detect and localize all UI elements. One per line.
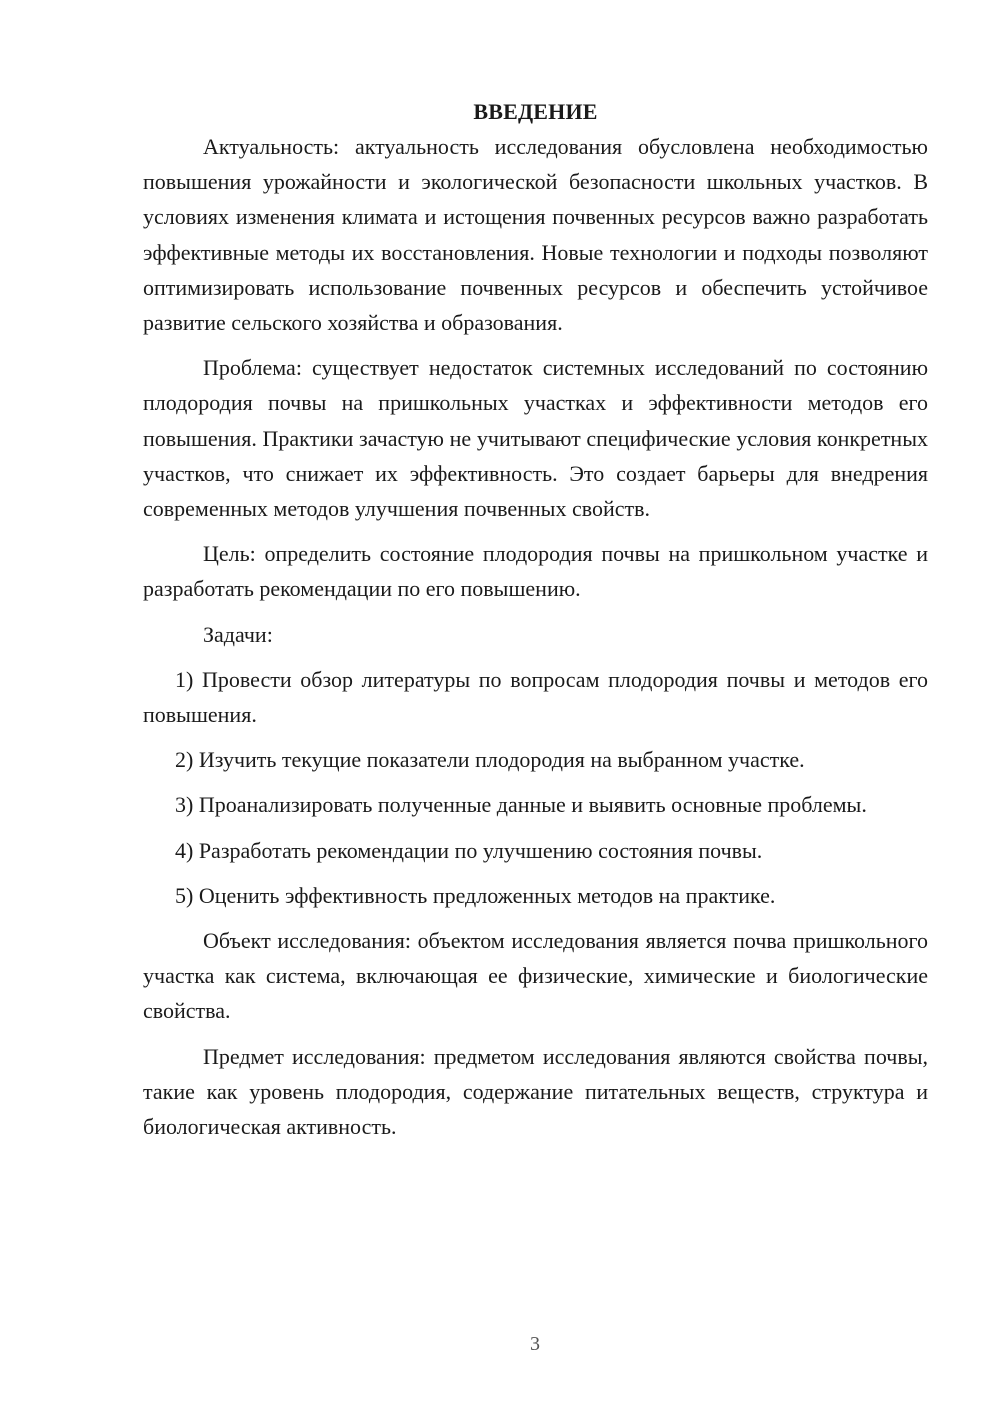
subject-paragraph: Предмет исследования: предметом исследования являются свойства почвы, такие как уровень плодородия, содержание питательных веществ, структура и биологическая активность. xyxy=(143,1043,928,1140)
object-paragraph: Объект исследования: объектом исследования является почва пришкольного участка как система, включающая ее физические, химические и биологические свойства. xyxy=(143,928,928,1024)
task-item-5: 5) Оценить эффективность предложенных методов на практике. xyxy=(175,882,776,908)
tasks-label: Задачи: xyxy=(203,621,273,647)
task-item-4: 4) Разработать рекомендации по улучшению состояния почвы. xyxy=(175,837,763,863)
task-item-3: 3) Проанализировать полученные данные и выявить основные проблемы. xyxy=(175,792,867,818)
task-item-1: 1) Провести обзор литературы по вопросам плодородия почвы и методов его повышения. xyxy=(143,666,928,728)
page-number: 3 xyxy=(530,1333,540,1355)
page-title: ВВЕДЕНИЕ xyxy=(473,99,598,124)
document-page xyxy=(143,94,928,1154)
goal-paragraph: Цель: определить состояние плодородия почвы на пришкольном участке и разработать рекомендации по его повышению. xyxy=(143,541,928,602)
task-item-2: 2) Изучить текущие показатели плодородия на выбранном участке. xyxy=(175,747,805,773)
relevance-paragraph: Актуальность: актуальность исследования обусловлена необходимостью повышения урожайности и экологической безопасности школьных участков. В условиях изменения климата и истощения почвенных ресурсов важно разработать эффективные методы их восстановления. Новые технологии и подходы позволяют оптимизировать использование почвенных ресурсов и обеспечить устойчивое развитие сельского хозяйства и образования. xyxy=(143,134,928,336)
problem-paragraph: Проблема: существует недостаток системных исследований по состоянию плодородия почвы на пришкольных участках и эффективности методов его повышения. Практики зачастую не учитывают специфические условия конкретных участков, что снижает их эффективность. Это создает барьеры для внедрения современных методов улучшения почвенных свойств. xyxy=(143,355,928,522)
